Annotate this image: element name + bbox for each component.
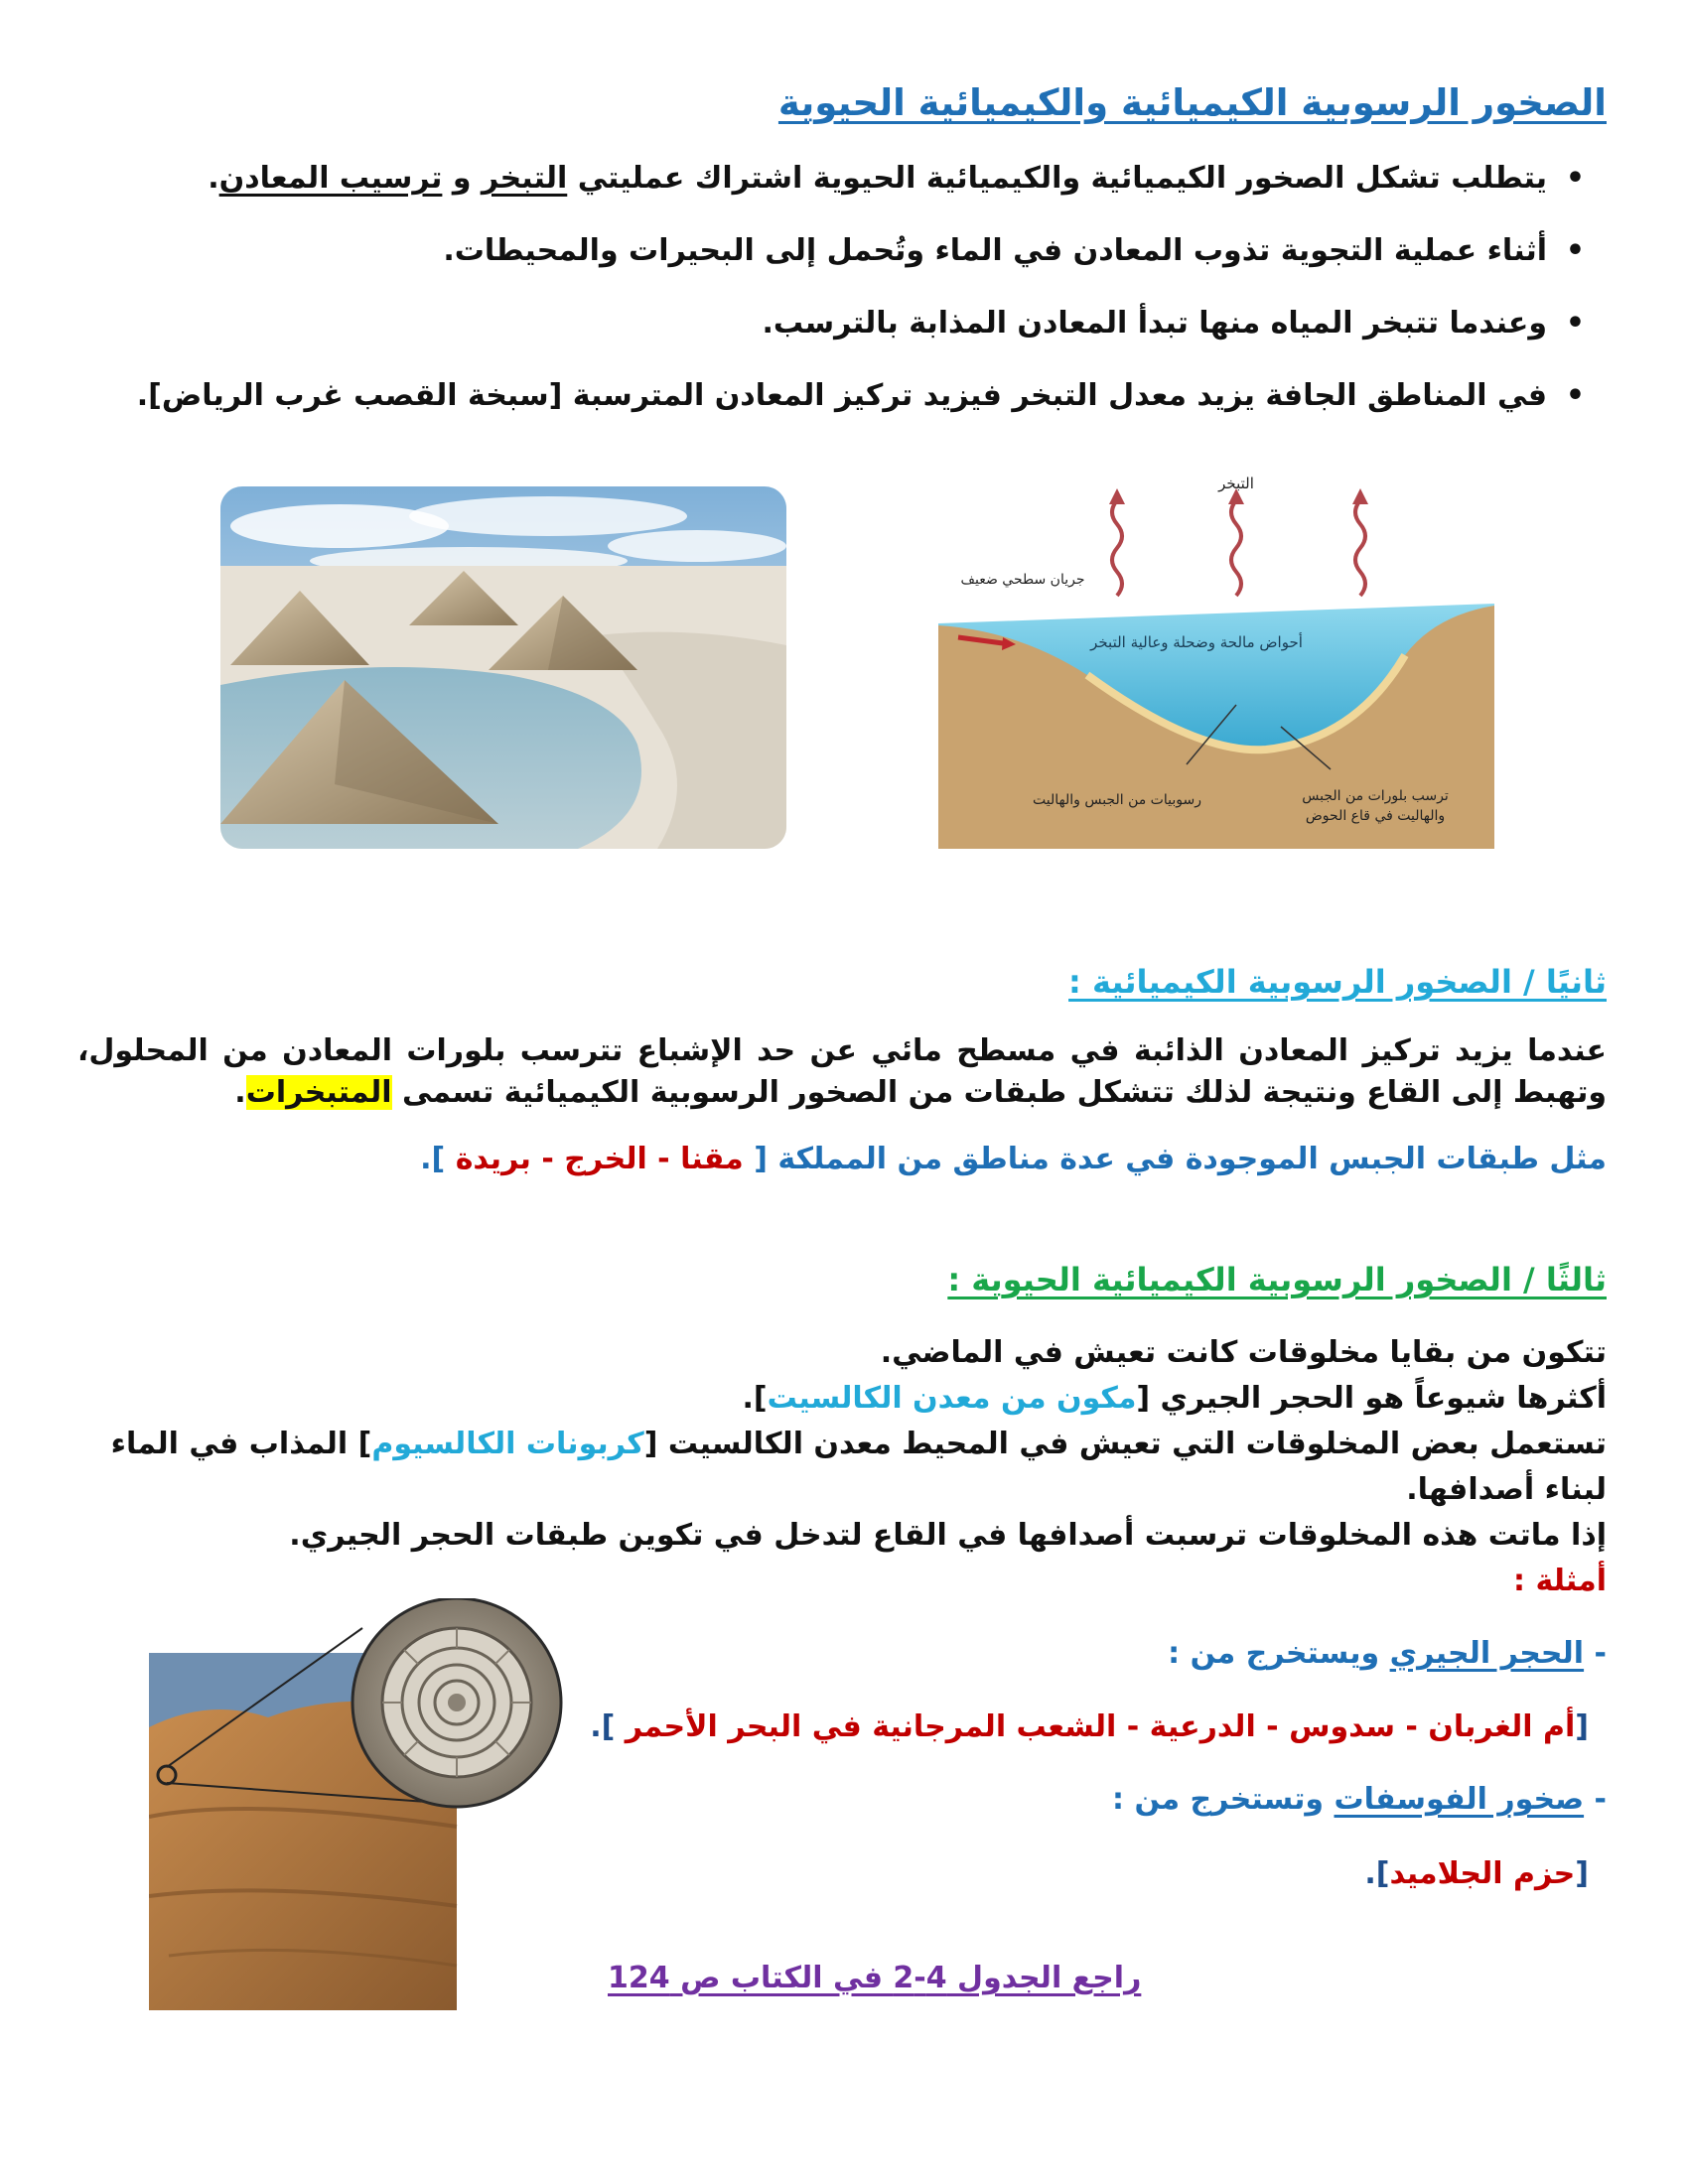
limestone-fossil-photo: [149, 1598, 576, 2010]
bullet-1-end: .: [208, 161, 219, 196]
ex2-suffix: وتستخرج من :: [1112, 1782, 1335, 1817]
term-evaporites: المتبخرات: [245, 1075, 392, 1110]
evaporation-basin-diagram: [938, 467, 1494, 849]
section-3-paragraph: [77, 1330, 1607, 1559]
ex1-suffix: ويستخرج من :: [1168, 1636, 1390, 1671]
phosphate-places: [1364, 1856, 1589, 1891]
ex2-open-bracket: [: [1575, 1856, 1589, 1891]
ex2-dash: -: [1584, 1782, 1607, 1817]
term-calcium-carbonate: كربونات الكالسيوم: [371, 1427, 644, 1461]
line-2-suffix: ].: [742, 1381, 768, 1416]
diagram-label-crystals-2: والهاليت في قاع الحوض: [1305, 808, 1446, 824]
term-limestone: الحجر الجيري: [1389, 1636, 1585, 1671]
section-3-title: ثالثًا / الصخور الرسوبية الكيميائية الحيوية :: [947, 1261, 1607, 1298]
diagram-label-sediments: رسوبيات من الجبس والهاليت: [1033, 792, 1201, 808]
limestone-places: [590, 1709, 1589, 1744]
diagram-label-crystals-1: ترسب بلورات من الجبس: [1302, 788, 1449, 804]
page-title: الصخور الرسوبية الكيميائية والكيميائية الحيوية: [777, 81, 1607, 124]
section-3-line-2: [77, 1376, 1607, 1422]
line-3-suffix: ] المذاب في الماء لبناء أصدافها.: [110, 1427, 1607, 1507]
bullet-4: • في المناطق الجافة يزيد معدل التبخر فيزيد تركيز المعادن المترسبة [سبخة القصب غرب الرياض].: [99, 376, 1589, 416]
section-3-line-3: [77, 1422, 1607, 1513]
example-limestone: [1168, 1636, 1607, 1671]
line-3-prefix: تستعمل بعض المخلوقات التي تعيش في المحيط معدن الكالسيت [: [643, 1427, 1607, 1461]
bullet-list: [99, 159, 1589, 449]
diagram-label-runoff: جريان سطحي ضعيف: [960, 572, 1085, 588]
ex1-places-list: أم الغربان - سدوس - الدرعية - الشعب المرجانية في البحر الأحمر: [625, 1709, 1576, 1744]
section-3-line-1: تتكون من بقايا مخلوقات كانت تعيش في الماضي.: [880, 1335, 1607, 1370]
diagram-label-evaporation: التبخر: [1218, 475, 1254, 492]
ex1-close-bracket: ].: [590, 1709, 626, 1744]
example-phosphate: [1112, 1782, 1607, 1817]
term-phosphate: صخور الفوسفات: [1334, 1782, 1585, 1817]
example-suffix: ].: [420, 1142, 456, 1176]
section-2-end: .: [234, 1075, 246, 1110]
section-2-paragraph: [77, 1030, 1607, 1114]
term-mineral-deposition: ترسيب المعادن: [218, 161, 443, 196]
ex1-open-bracket: [: [1575, 1709, 1589, 1744]
term-calcite: مكون من معدن الكالسيت: [767, 1381, 1137, 1416]
diagram-label-basin: أحواض مالحة وضحلة وعالية التبخر: [1090, 633, 1303, 651]
bullet-1-text: يتطلب تشكل الصخور الكيميائية والكيميائية الحيوية اشتراك عمليتي: [567, 161, 1547, 196]
examples-label: أمثلة :: [1513, 1564, 1607, 1598]
section-2-example: [420, 1142, 1607, 1176]
reference-link[interactable]: راجع الجدول 4-2 في الكتاب ص 124: [608, 1961, 1142, 1995]
bullet-3: • وعندما تتبخر المياه منها تبدأ المعادن المذابة بالترسب.: [99, 304, 1589, 343]
example-prefix: مثل طبقات الجبس الموجودة في عدة مناطق من المملكة [: [743, 1142, 1607, 1176]
line-2-prefix: أكثرها شيوعاً هو الحجر الجيري [: [1136, 1381, 1607, 1416]
ex2-places-list: حزم الجلاميد: [1389, 1856, 1576, 1891]
bullet-1-joiner: و: [442, 161, 482, 196]
example-places: مقنا - الخرج - بريدة: [455, 1142, 744, 1176]
section-2-title: ثانيًا / الصخور الرسوبية الكيميائية :: [1068, 963, 1607, 1001]
ex1-dash: -: [1584, 1636, 1607, 1671]
bullet-2: • أثناء عملية التجوية تذوب المعادن في الماء وتُحمل إلى البحيرات والمحيطات.: [99, 231, 1589, 271]
section-2-text: عندما يزيد تركيز المعادن الذائبة في مسطح مائي عن حد الإشباع تترسب بلورات المعادن من المحلول، وتهبط إلى القاع ونتيجة لذلك تتشكل طبقات من الصخور الرسوبية الكيميائية تسمى: [77, 1033, 1607, 1110]
term-evaporation: التبخر: [481, 161, 568, 196]
salt-piles-photo: [220, 486, 786, 849]
ex2-close-bracket: ].: [1364, 1856, 1390, 1891]
section-3-line-4: إذا ماتت هذه المخلوقات ترسبت أصدافها في القاع لتدخل في تكوين طبقات الحجر الجيري.: [289, 1518, 1607, 1553]
bullet-1: [99, 159, 1589, 199]
